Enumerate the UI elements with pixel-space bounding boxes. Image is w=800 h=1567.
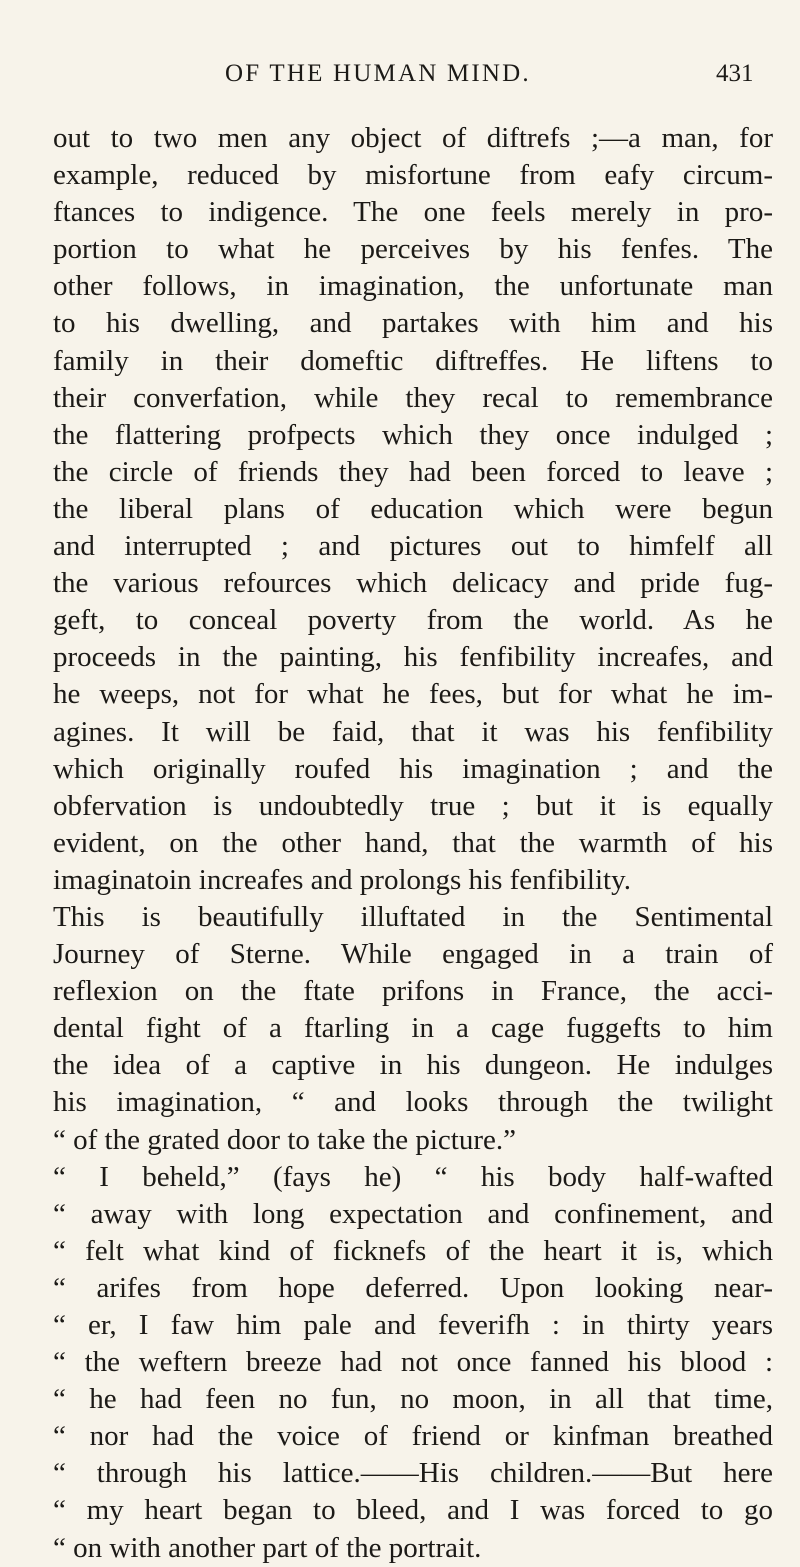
text-line: to his dwelling, and partakes with him and his (53, 307, 773, 340)
text-line: their converfation, while they recal to remembrance (53, 381, 773, 414)
text-line: example, reduced by misfortune from eafy circum- (53, 159, 773, 192)
text-line: the circle of friends they had been forced to leave ; (53, 455, 773, 488)
text-line: evident, on the other hand, that the warmth of his (53, 826, 773, 859)
text-line: the various refources which delicacy and pride fug- (53, 567, 773, 600)
text-line: the idea of a captive in his dungeon. He indulges (53, 1049, 773, 1082)
text-line: geft, to conceal poverty from the world. As he (53, 604, 773, 637)
text-line: ftances to indigence. The one feels merely in pro- (53, 196, 773, 229)
text-line: the flattering profpects which they once indulged ; (53, 418, 773, 451)
text-line: “ on with another part of the portrait. (53, 1531, 482, 1564)
text-line: “ he had feen no fun, no moon, in all that time, (53, 1383, 773, 1416)
text-line: “ I beheld,” (fays he) “ his body half-wafted (53, 1160, 773, 1193)
text-line: family in their domeftic diftreffes. He liftens to (53, 344, 773, 377)
text-line: “ er, I faw him pale and feverifh : in thirty years (53, 1309, 773, 1341)
text-line: agines. It will be faid, that it was his fenfibility (53, 715, 773, 748)
text-line: Journey of Sterne. While engaged in a train of (53, 938, 773, 971)
text-line: his imagination, “ and looks through the twilight (53, 1086, 773, 1119)
text-line: imaginatoin increafes and prolongs his fenfibility. (53, 863, 631, 896)
text-line: proceeds in the painting, his fenfibility increafes, and (53, 641, 773, 674)
text-line: portion to what he perceives by his fenfes. The (53, 233, 773, 266)
text-line: dental fight of a ftarling in a cage fuggefts to him (53, 1012, 773, 1045)
text-line: the liberal plans of education which were begun (53, 492, 773, 525)
running-head (0, 60, 800, 100)
text-line: “ of the grated door to take the picture.” (53, 1123, 516, 1156)
text-line: “ felt what kind of ficknefs of the heart it is, which (53, 1234, 773, 1267)
body-text (53, 120, 773, 1567)
text-line: he weeps, not for what he fees, but for what he im- (53, 678, 773, 711)
text-line: reflexion on the ftate prifons in France, the acci- (53, 975, 773, 1008)
text-line: This is beautifully illuftated in the Sentimental (53, 900, 773, 933)
text-line: other follows, in imagination, the unfortunate man (53, 270, 773, 303)
text-line: “ nor had the voice of friend or kinfman breathed (53, 1420, 773, 1453)
text-line: “ away with long expectation and confinement, and (53, 1197, 773, 1230)
text-line: “ arifes from hope deferred. Upon looking near- (53, 1271, 773, 1304)
text-line: which originally roufed his imagination ; and the (53, 752, 773, 785)
text-line: obfervation is undoubtedly true ; but it is equally (53, 789, 773, 822)
text-line: out to two men any object of diftrefs ;—a man, for (53, 122, 773, 154)
text-line: and interrupted ; and pictures out to himfelf all (53, 530, 773, 563)
text-line: “ through his lattice.——His children.——But here (53, 1457, 773, 1490)
text-line: “ my heart began to bleed, and I was forced to go (53, 1494, 773, 1527)
text-line: “ the weftern breeze had not once fanned his blood : (53, 1346, 773, 1379)
running-head-title: OF THE HUMAN MIND. (225, 60, 531, 87)
page-number: 431 (716, 60, 754, 87)
